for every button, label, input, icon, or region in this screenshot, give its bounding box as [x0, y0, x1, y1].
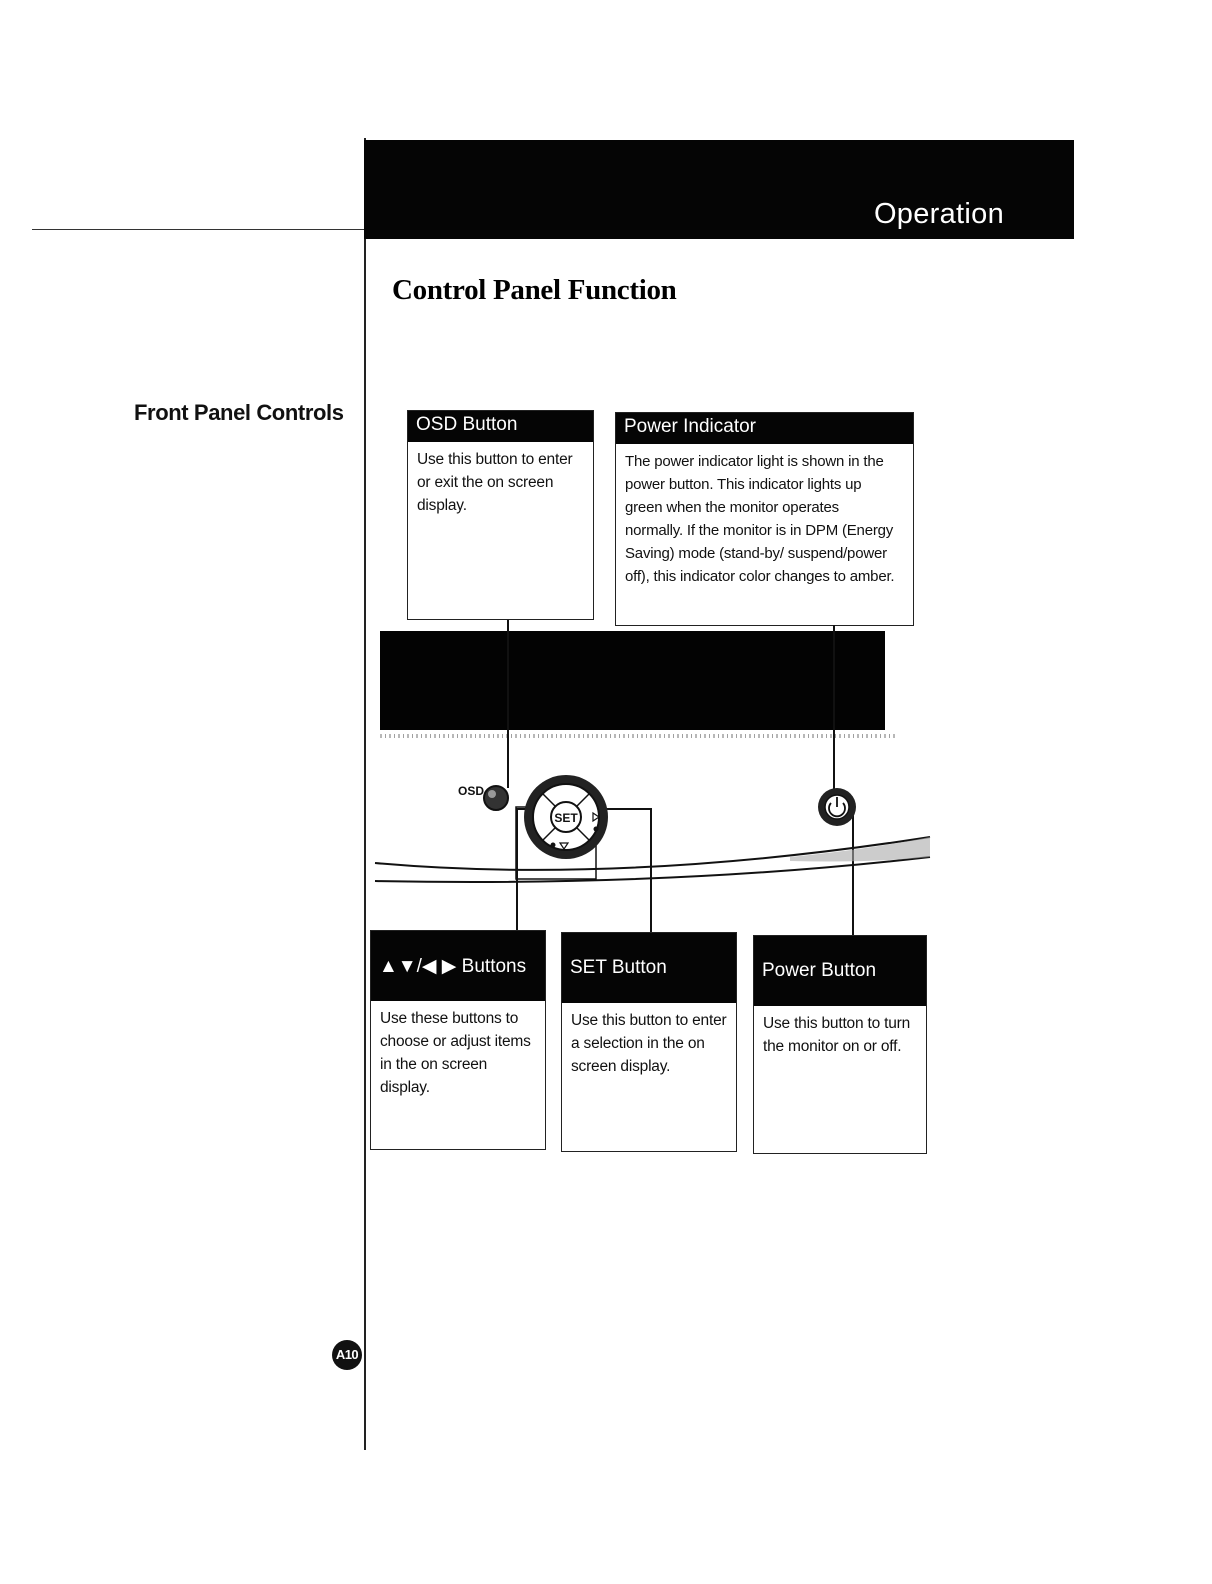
desc-line: screen display. [571, 1058, 671, 1075]
set-button-description [562, 1003, 736, 1084]
desc-line: or exit the on screen [417, 474, 554, 491]
osd-button [484, 786, 508, 810]
power-button-title: Power Button [754, 936, 926, 1006]
osd-panel-label: OSD [458, 784, 485, 798]
osd-button-callout [407, 410, 594, 620]
desc-line: off), this indicator color changes to amber. [625, 568, 895, 585]
power-indicator-callout [615, 412, 914, 626]
osd-button-title: OSD Button [408, 411, 593, 442]
panel-texture-strip [380, 734, 898, 738]
header-title: Operation [873, 198, 1004, 230]
desc-line: Use these buttons to [380, 1010, 519, 1027]
power-indicator-description [616, 444, 913, 594]
desc-line: choose or adjust items [380, 1033, 531, 1050]
arrow-buttons-description [371, 1001, 545, 1105]
page-number-badge: A10 [332, 1340, 362, 1370]
arrow-buttons-title-text: Buttons [461, 956, 527, 977]
power-button-callout [753, 935, 927, 1154]
desc-line: green when the monitor operates [625, 499, 839, 516]
power-button-description [754, 1006, 926, 1064]
monitor-front-panel [380, 631, 885, 730]
section-header-bar [364, 140, 1074, 239]
arrow-buttons-glyphs: ▲▼/◀ ▶ [379, 956, 462, 977]
arrow-buttons-callout [370, 930, 546, 1150]
desc-line: Use this button to enter [571, 1012, 727, 1029]
page-margin-line [364, 138, 366, 1450]
front-panel-controls-label: Front Panel Controls [134, 400, 344, 425]
osd-button-highlight [488, 790, 496, 798]
set-button-label: SET [554, 811, 578, 825]
osd-button-description [408, 442, 593, 523]
desc-line: in the on screen display. [380, 1056, 488, 1096]
desc-line: Use this button to turn [763, 1015, 911, 1032]
pad-dot [551, 843, 556, 848]
set-button-title: SET Button [562, 933, 736, 1003]
left-header-rule [32, 229, 366, 230]
control-panel-illustration [370, 745, 940, 895]
desc-line: power button. This indicator lights up [625, 476, 862, 493]
set-button-callout [561, 932, 737, 1152]
desc-line: The power indicator light is shown in the [625, 453, 884, 470]
arrow-buttons-title [371, 931, 545, 1001]
power-indicator-title: Power Indicator [616, 413, 913, 444]
page-title: Control Panel Function [392, 274, 677, 306]
pad-dot [594, 827, 599, 832]
desc-line: display. [417, 497, 467, 514]
desc-line: the monitor on or off. [763, 1038, 902, 1055]
desc-line: Saving) mode (stand-by/ suspend/power [625, 545, 887, 562]
desc-line: Use this button to enter [417, 451, 573, 468]
desc-line: normally. If the monitor is in DPM (Energy [625, 522, 894, 539]
desc-line: a selection in the on [571, 1035, 705, 1052]
